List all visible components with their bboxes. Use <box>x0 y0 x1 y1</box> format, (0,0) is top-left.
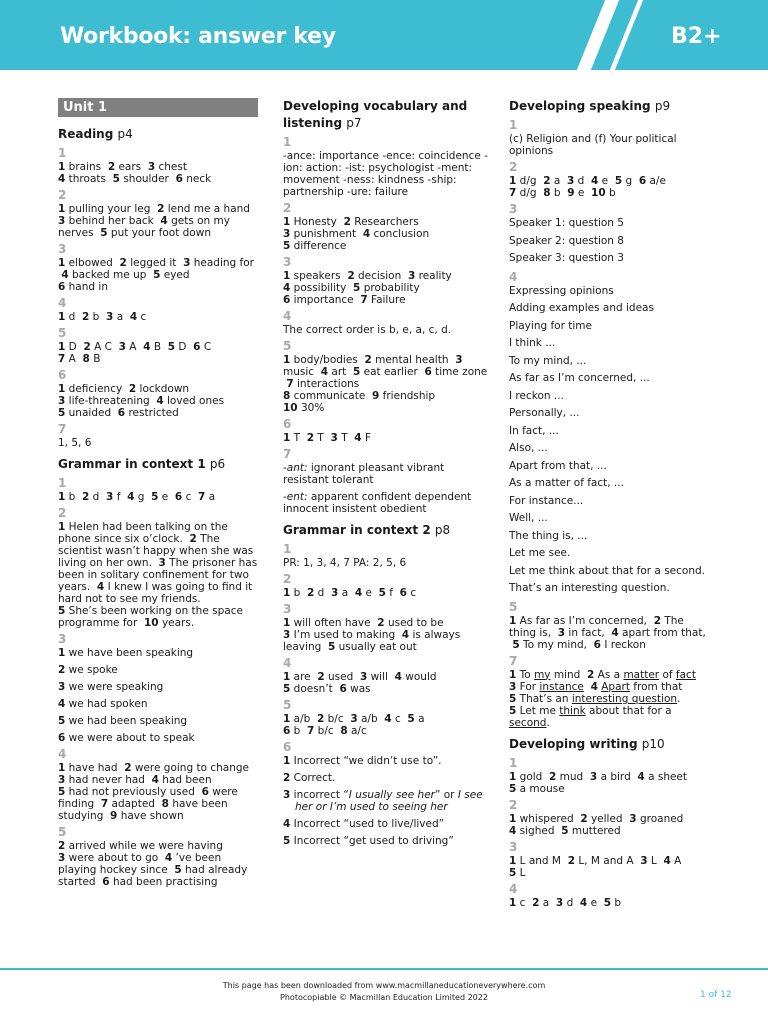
exercise-number: 4 <box>509 269 518 284</box>
answer-text: In fact, ... <box>509 424 559 437</box>
answer-text: 4 we had spoken <box>58 698 148 710</box>
exercise-number: 6 <box>58 368 67 382</box>
answer-text: 3 incorrect “I usually see her” or I see her or I’m used to seeing her <box>283 789 483 813</box>
page-title: Workbook: answer key <box>60 24 336 49</box>
answer-text: For instance... <box>509 494 584 507</box>
answer-text: Personally, ... <box>509 407 580 419</box>
answer-text: Speaker 3: question 3 <box>509 252 624 264</box>
answer-text: 1 have had 2 were going to change 3 had never had 4 had been 5 had not previously used 6 were finding 7 adapted 8 have been studying 9 have shown <box>58 762 249 822</box>
exercise-number: 3 <box>58 242 67 256</box>
exercise-number: 6 <box>283 740 292 754</box>
column-1 <box>58 98 258 891</box>
exercise-number: 4 <box>283 309 292 323</box>
answer-text: 1 gold 2 mud 3 a bird 4 a sheet 5 a mouse <box>509 770 688 795</box>
footer-copyright: Photocopiable © Macmillan Education Limited 2022 <box>280 993 488 1002</box>
exercise-number: 3 <box>509 202 518 216</box>
exercise-number: 5 <box>509 599 518 614</box>
answer-text: 1 d/g 2 a 3 d 4 e 5 g 6 a/e 7 d/g 8 b 9 e 10 b <box>509 175 666 199</box>
section-heading: Grammar in context 1 p6 <box>58 457 226 471</box>
footer-download-notice: This page has been downloaded from www.macmillaneducationeverywhere.com <box>222 981 546 990</box>
answer-text: 1 brains 2 ears 3 chest 4 throats 5 shoulder 6 neck <box>58 161 212 185</box>
answer-text: Well, ... <box>509 512 548 524</box>
answer-text: 1 pulling your leg 2 lend me a hand 3 behind her back 4 gets on my nerves 5 put your foot down <box>58 203 250 239</box>
answer-text: 1 we have been speaking <box>58 647 194 659</box>
answer-text: The correct order is b, e, a, c, d. <box>283 324 452 336</box>
exercise-number: 3 <box>509 839 518 854</box>
exercise-number: 3 <box>58 632 67 646</box>
answer-text: 1 b 2 d 3 a 4 e 5 f 6 c <box>283 587 417 599</box>
exercise-number: 1 <box>283 135 292 149</box>
section-heading: Grammar in context 2 p8 <box>283 523 451 537</box>
answer-text: 6 we were about to speak <box>58 732 195 744</box>
exercise-number: 2 <box>283 201 292 215</box>
exercise-number: 4 <box>58 747 67 761</box>
exercise-number: 4 <box>58 296 67 310</box>
answer-text: -ant: ignorant pleasant vibrant resistant tolerant <box>283 462 445 486</box>
answer-text: Adding examples and ideas <box>509 302 654 314</box>
answer-text: (c) Religion and (f) Your political opinions <box>509 133 677 157</box>
answer-text: The thing is, ... <box>509 529 588 542</box>
answer-text: 2 we spoke <box>58 664 118 676</box>
exercise-number: 6 <box>283 417 292 431</box>
exercise-number: 1 <box>509 755 518 770</box>
answer-text: 1 speakers 2 decision 3 reality 4 possibility 5 probability 6 importance 7 Failure <box>283 270 452 306</box>
answer-text: 1 As far as I’m concerned, 2 The thing is, 3 in fact, 4 apart from that, 5 To my mind, 6 I reckon <box>509 614 706 651</box>
level-badge: B2+ <box>671 24 722 49</box>
exercise-number: 2 <box>283 572 292 586</box>
answer-text: Let me think about that for a second. <box>509 564 705 577</box>
answer-text: I think ... <box>509 337 556 349</box>
answer-text: 2 arrived while we were having 3 were about to go 4 ’ve been playing hockey since 5 had already started 6 had been practising <box>58 840 248 888</box>
answer-text: 1 body/bodies 2 mental health 3 music 4 art 5 eat earlier 6 time zone 7 interactions 8 communicate 9 friendship 10 30% <box>283 354 488 414</box>
answer-text: -ance: importance -ence: coincidence -ion: action: -ist: psychologist -ment: movement -ness: kindness -ship: partnership -ure: failure <box>283 150 488 198</box>
answer-text: I reckon ... <box>509 389 564 402</box>
answer-text: As a matter of fact, ... <box>509 477 624 489</box>
answer-text: 5 Incorrect “get used to driving” <box>283 835 454 847</box>
exercise-number: 2 <box>509 797 518 812</box>
exercise-number: 1 <box>58 476 67 490</box>
header-banner <box>0 0 768 70</box>
answer-text: -ent: apparent confident dependent innocent insistent obedient <box>283 491 472 515</box>
exercise-number: 7 <box>58 422 67 436</box>
exercise-number: 5 <box>58 825 67 839</box>
exercise-number: 7 <box>509 653 518 668</box>
exercise-number: 1 <box>283 542 292 556</box>
answer-text: 1 will often have 2 used to be 3 I’m used to making 4 is always leaving 5 usually eat out <box>283 617 461 653</box>
answer-text: Let me see. <box>509 547 571 559</box>
answer-text: 3 we were speaking <box>58 681 164 693</box>
section-heading: Reading p4 <box>58 127 133 141</box>
unit-heading: Unit 1 <box>58 98 258 117</box>
answer-text: Expressing opinions <box>509 284 614 297</box>
exercise-number: 5 <box>58 326 67 340</box>
answer-text: 1 L and M 2 L, M and A 3 L 4 A 5 L <box>509 854 682 879</box>
answer-text: 1 Honesty 2 Researchers 3 punishment 4 conclusion 5 difference <box>283 216 430 252</box>
answer-text: 1 whispered 2 yelled 3 groaned 4 sighed 5 muttered <box>509 812 684 837</box>
answer-text: As far as I’m concerned, ... <box>509 372 650 384</box>
exercise-number: 5 <box>283 339 292 353</box>
answer-text: 5 we had been speaking <box>58 715 188 727</box>
answer-text: 1 elbowed 2 legged it 3 heading for 4 backed me up 5 eyed 6 hand in <box>58 257 254 293</box>
section-heading: Developing speaking p9 <box>509 99 671 113</box>
exercise-number: 5 <box>283 698 292 712</box>
exercise-number: 4 <box>509 881 518 896</box>
answer-text: 1 D 2 A C 3 A 4 B 5 D 6 C 7 A 8 B <box>58 341 212 365</box>
footer-rule <box>0 968 768 970</box>
exercise-number: 3 <box>283 602 292 616</box>
section-heading: Developing writing p10 <box>509 736 665 751</box>
answer-text: 1 d 2 b 3 a 4 c <box>58 311 147 323</box>
answer-text: Playing for time <box>509 319 592 332</box>
answer-text: Speaker 2: question 8 <box>509 234 624 247</box>
answer-text: 1 c 2 a 3 d 4 e 5 b <box>509 896 622 909</box>
answer-text: 1, 5, 6 <box>58 437 92 449</box>
answer-text: Also, ... <box>509 442 548 454</box>
answer-text: That’s an interesting question. <box>509 582 670 594</box>
exercise-number: 4 <box>283 656 292 670</box>
answer-text: 4 Incorrect “used to live/lived” <box>283 818 445 830</box>
page-number: 1 of 12 <box>700 990 732 1000</box>
exercise-number: 2 <box>58 188 67 202</box>
exercise-number: 1 <box>509 118 518 132</box>
answer-text: Speaker 1: question 5 <box>509 217 624 229</box>
answer-text: PR: 1, 3, 4, 7 PA: 2, 5, 6 <box>283 557 407 569</box>
exercise-number: 2 <box>58 506 67 520</box>
exercise-number: 3 <box>283 255 292 269</box>
answer-text: Apart from that, ... <box>509 459 607 472</box>
answer-text: 1 Helen had been talking on the phone since six o’clock. 2 The scientist wasn’t happy when she was living on her own. 3 The prisoner has been in solitary confinement for two years. 4 I knew I was going to find it hard not to see my friends. 5 She’s been working on the space programme for 10 years. <box>58 521 258 629</box>
exercise-number: 7 <box>283 447 292 461</box>
answer-text: 1 deficiency 2 lockdown 3 life-threatening 4 loved ones 5 unaided 6 restricted <box>58 383 225 419</box>
answer-text: To my mind, ... <box>509 354 587 367</box>
section-heading: Developing vocabulary and listening p7 <box>283 99 468 130</box>
answer-text: 1 are 2 used 3 will 4 would 5 doesn’t 6 was <box>283 671 437 695</box>
column-3 <box>509 98 713 912</box>
answer-text: 1 a/b 2 b/c 3 a/b 4 c 5 a 6 b 7 b/c 8 a/c <box>283 713 425 737</box>
answer-text: 1 To my mind 2 As a matter of fact 3 For instance 4 Apart from that 5 That’s an interesting question. 5 Let me think about that for a second. <box>509 668 696 729</box>
answer-text: 2 Correct. <box>283 772 336 784</box>
exercise-number: 1 <box>58 146 67 160</box>
answer-text: 1 T 2 T 3 T 4 F <box>283 432 371 444</box>
answer-text: 1 Incorrect “we didn’t use to”. <box>283 755 442 767</box>
answer-text: 1 b 2 d 3 f 4 g 5 e 6 c 7 a <box>58 491 216 503</box>
column-2 <box>283 98 488 850</box>
exercise-number: 2 <box>509 160 518 174</box>
